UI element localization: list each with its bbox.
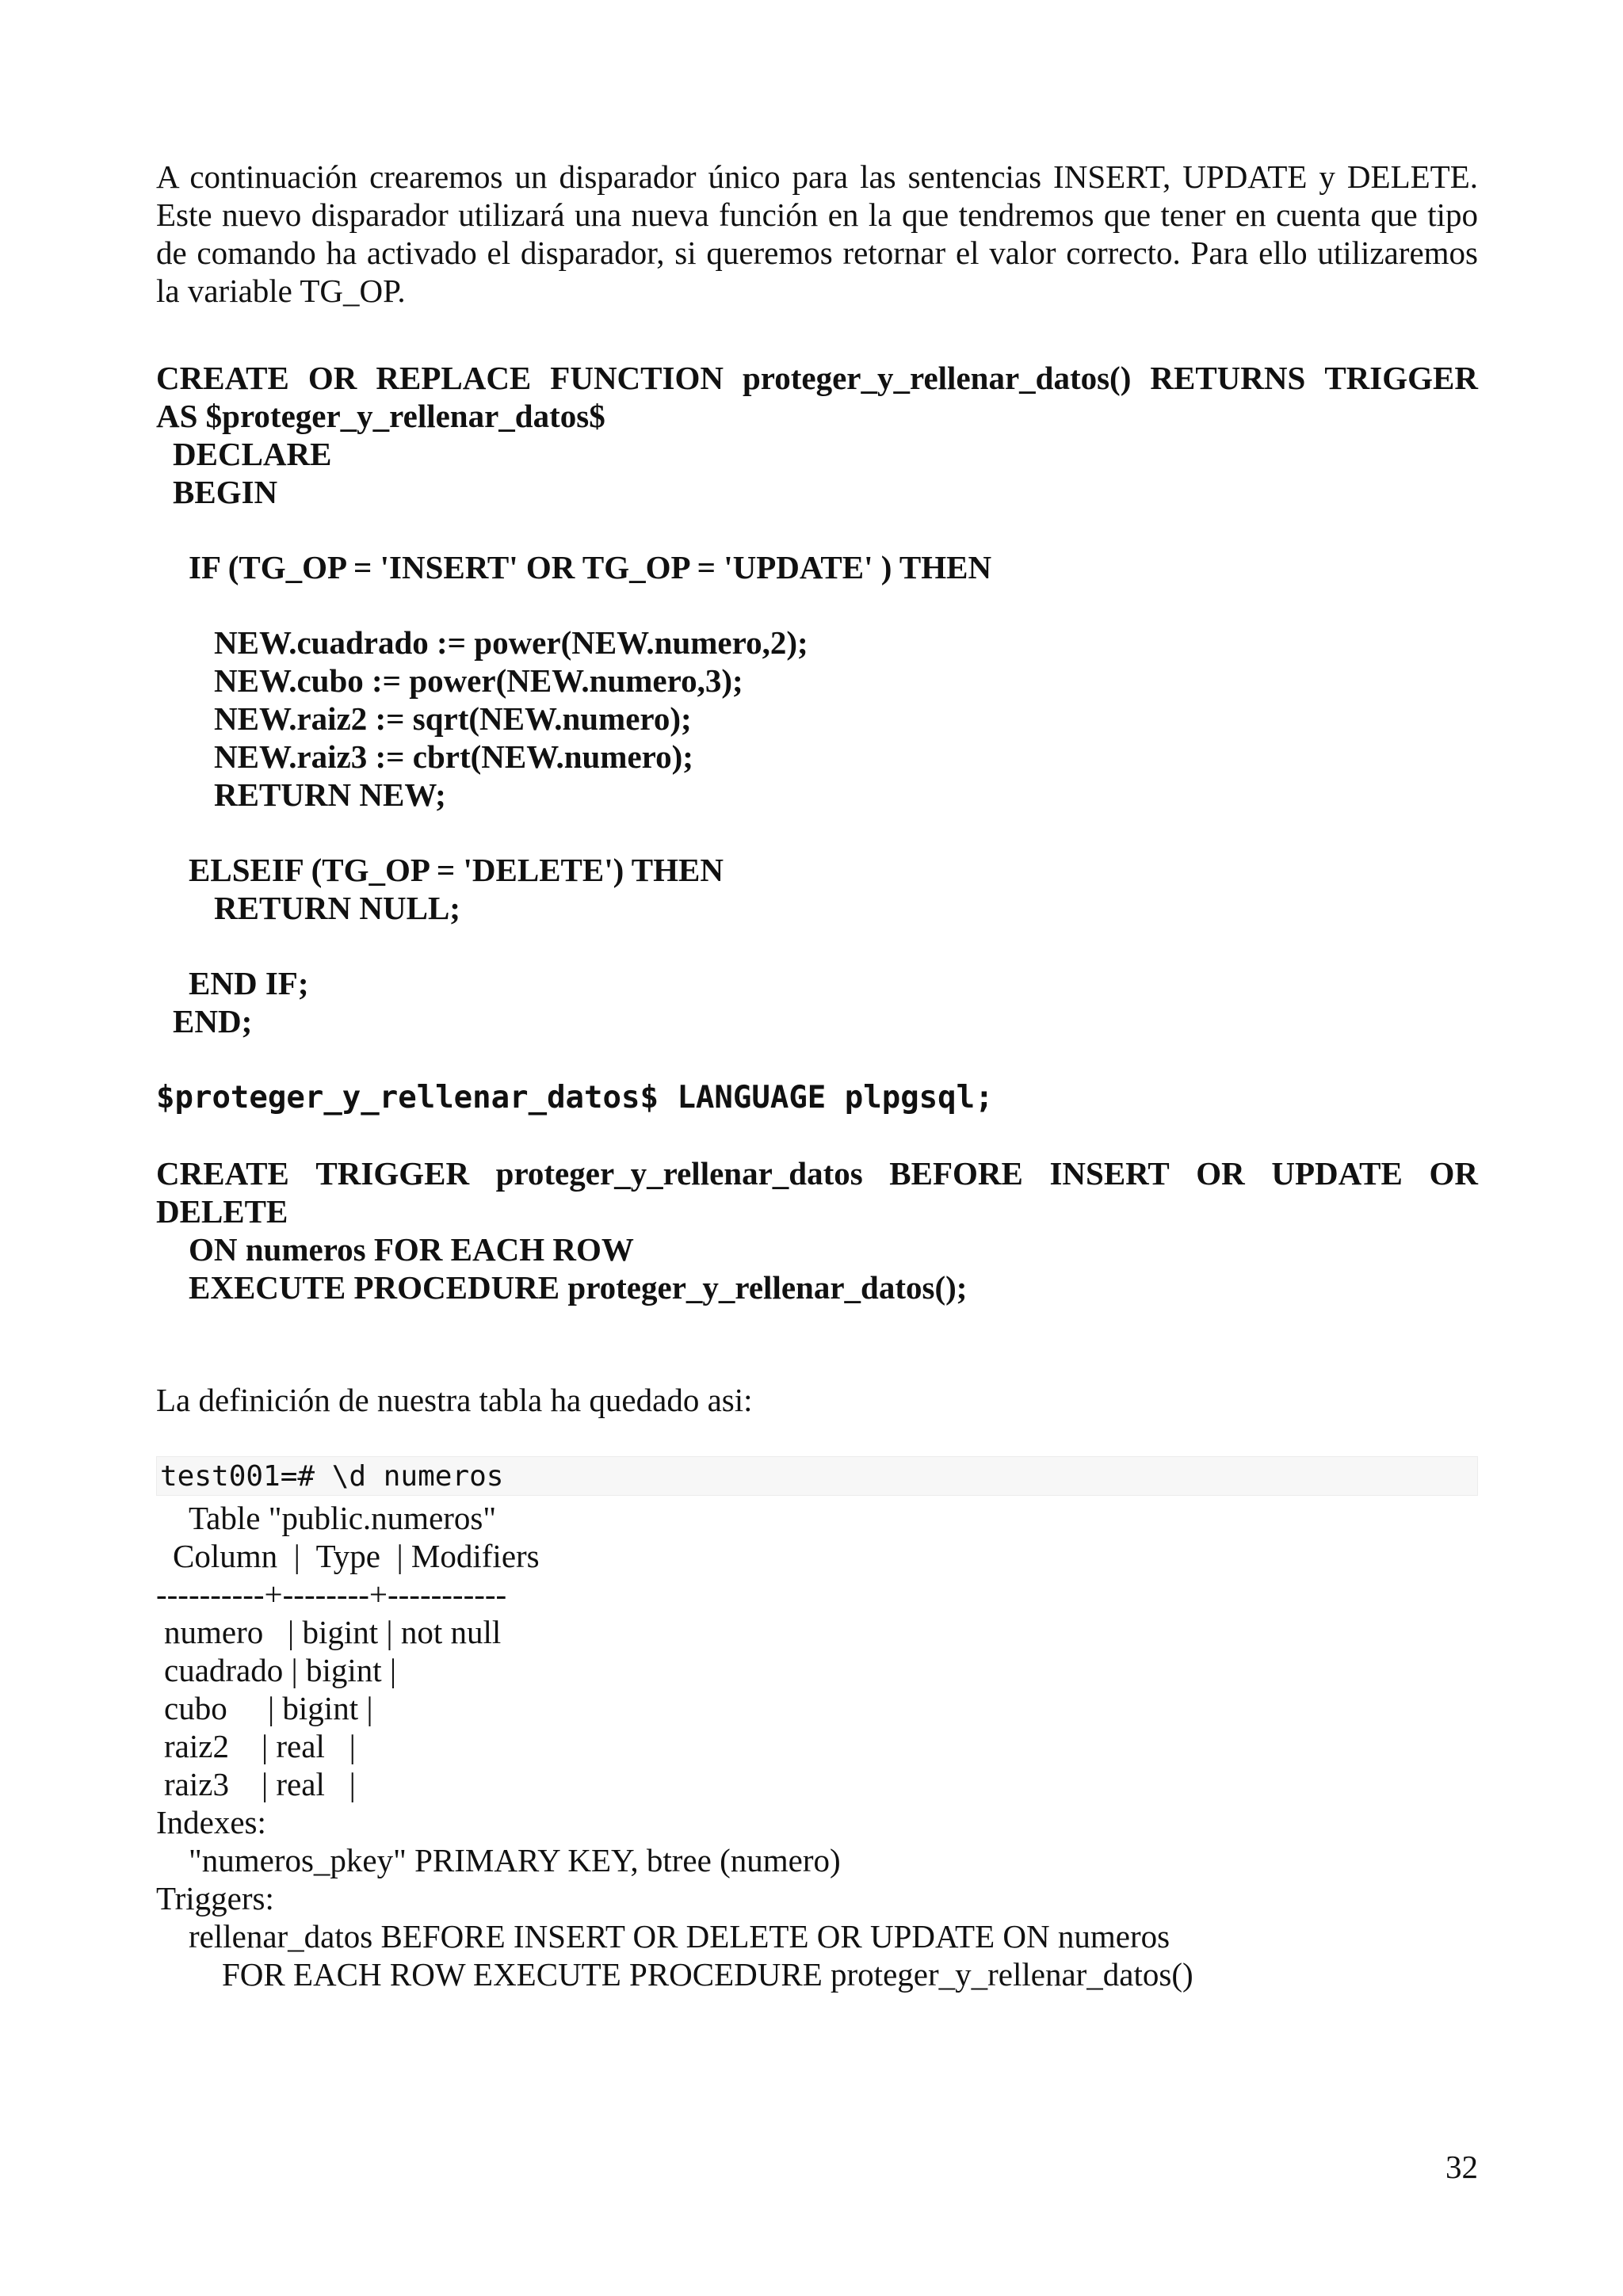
trigger-line-2: FOR EACH ROW EXECUTE PROCEDURE proteger_y_rellenar_datos() — [222, 1956, 1193, 1993]
code-word: REPLACE — [376, 360, 532, 396]
declare-keyword: DECLARE — [173, 436, 332, 472]
code-word: OR — [1429, 1155, 1478, 1192]
table-header: Column | Type | Modifiers — [173, 1538, 540, 1574]
language-line: $proteger_y_rellenar_datos$ LANGUAGE plpgsql; — [156, 1080, 994, 1116]
code-word: TRIGGER — [1324, 360, 1478, 396]
return-null: RETURN NULL; — [214, 890, 460, 926]
trigger-code-line-1 — [156, 1154, 1478, 1192]
if-statement: IF (TG_OP = 'INSERT' OR TG_OP = 'UPDATE' ) THEN — [189, 549, 992, 585]
trigger-code-line-2: DELETE — [156, 1193, 288, 1230]
return-new: RETURN NEW; — [214, 776, 446, 813]
end-keyword: END; — [173, 1003, 253, 1039]
code-word: BEFORE — [889, 1155, 1023, 1192]
shell-command: test001=# \d numeros — [160, 1460, 504, 1493]
indexes-label: Indexes: — [156, 1804, 266, 1840]
index-line: "numeros_pkey" PRIMARY KEY, btree (numero) — [189, 1842, 841, 1878]
code-word: OR — [307, 360, 357, 396]
function-code-line-2: AS $proteger_y_rellenar_datos$ — [156, 398, 605, 434]
trigger-code-line-4: EXECUTE PROCEDURE proteger_y_rellenar_datos(); — [189, 1269, 968, 1306]
code-word: TRIGGER — [315, 1155, 470, 1192]
code-word: UPDATE — [1271, 1155, 1403, 1192]
assign-cuadrado: NEW.cuadrado := power(NEW.numero,2); — [214, 624, 808, 661]
end-if: END IF; — [189, 965, 309, 1001]
intro-paragraph: A continuación crearemos un disparador único para las sentencias INSERT, UPDATE y DELETE. Este nuevo disparador utilizará una nueva función en la que tendremos que tener en cuenta que tipo de comando ha activado el disparador, si queremos retornar el valor correcto. Para ello utilizaremos la variable TG_OP. — [156, 158, 1478, 309]
code-word: CREATE — [156, 360, 289, 396]
table-title: Table "public.numeros" — [189, 1500, 497, 1536]
assign-raiz3: NEW.raiz3 := cbrt(NEW.numero); — [214, 738, 693, 775]
page-number: 32 — [1445, 2149, 1478, 2185]
assign-raiz2: NEW.raiz2 := sqrt(NEW.numero); — [214, 700, 692, 737]
code-word: OR — [1196, 1155, 1245, 1192]
code-word: proteger_y_rellenar_datos — [495, 1155, 863, 1192]
code-word: INSERT — [1049, 1155, 1170, 1192]
trigger-code-line-3: ON numeros FOR EACH ROW — [189, 1231, 634, 1268]
elseif-statement: ELSEIF (TG_OP = 'DELETE') THEN — [189, 852, 724, 888]
function-code-line-1 — [156, 359, 1478, 397]
table-row: cubo | bigint | — [164, 1690, 373, 1726]
assign-cubo: NEW.cubo := power(NEW.numero,3); — [214, 662, 743, 699]
definition-intro: La definición de nuestra tabla ha quedado asi: — [156, 1382, 753, 1418]
shell-command-box — [156, 1456, 1478, 1496]
table-separator: ----------+--------+----------- — [156, 1576, 507, 1612]
table-row: cuadrado | bigint | — [164, 1652, 397, 1688]
table-row: raiz2 | real | — [164, 1728, 356, 1764]
table-row: numero | bigint | not null — [164, 1614, 502, 1650]
code-word: RETURNS — [1150, 360, 1306, 396]
code-word: FUNCTION — [550, 360, 724, 396]
begin-keyword: BEGIN — [173, 474, 278, 510]
triggers-label: Triggers: — [156, 1880, 274, 1917]
code-word: CREATE — [156, 1155, 289, 1192]
code-word: proteger_y_rellenar_datos() — [743, 360, 1132, 396]
table-row: raiz3 | real | — [164, 1766, 356, 1802]
trigger-line-1: rellenar_datos BEFORE INSERT OR DELETE OR UPDATE ON numeros — [189, 1918, 1170, 1955]
